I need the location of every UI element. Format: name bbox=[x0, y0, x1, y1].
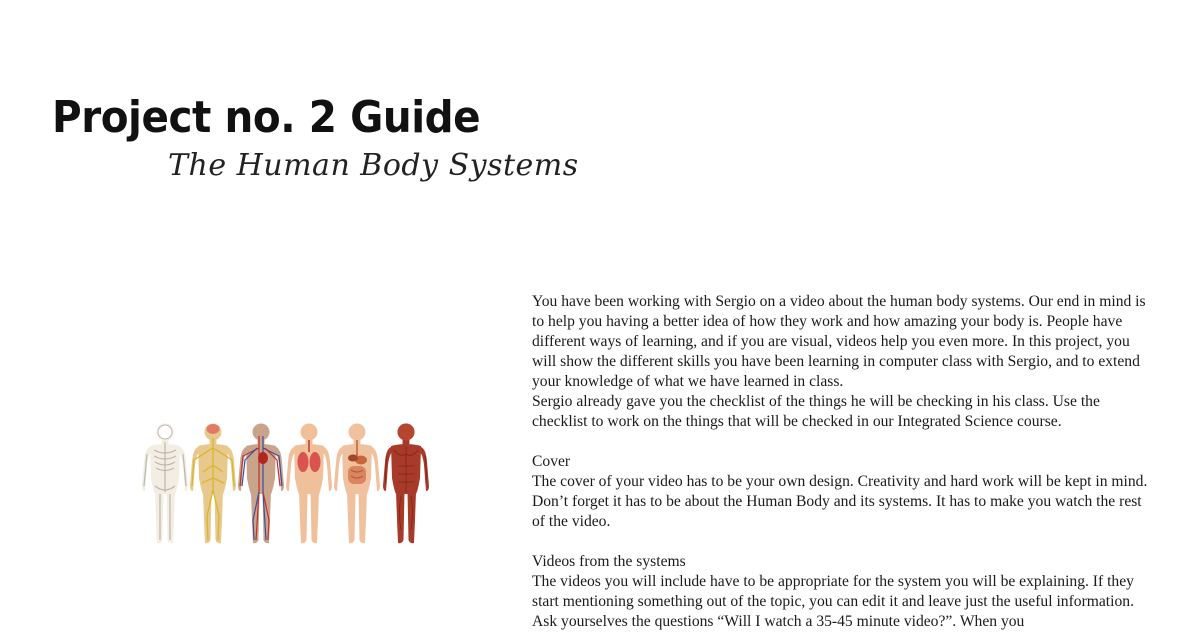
respiratory-system-figure bbox=[286, 424, 332, 544]
skeletal-system-figure bbox=[142, 424, 188, 544]
guide-text-column bbox=[532, 292, 1152, 632]
cover-heading: Cover bbox=[532, 453, 571, 470]
circulatory-system-figure bbox=[238, 424, 284, 544]
muscular-system-figure bbox=[383, 424, 429, 544]
page-title: Project no. 2 Guide bbox=[52, 92, 481, 143]
cover-paragraph: The cover of your video has to be your own design. Creativity and hard work will be kept in mind. Don’t forget it has to be about the Human Body and its systems. It has to make you watch the rest of the video. bbox=[532, 473, 1148, 530]
checklist-paragraph: Sergio already gave you the checklist of the things he will be checking in his class. Use the checklist to work on the things that will be checked in our Integrated Science course. bbox=[532, 393, 1100, 430]
digestive-system-figure bbox=[334, 424, 380, 544]
paragraph-gap bbox=[532, 432, 1152, 452]
intro-paragraph: You have been working with Sergio on a video about the human body systems. Our end in mind is to help you having a better idea of how they work and how amazing your body is. People have different ways of learning, and if you are visual, videos help you even more. In this project, you will show the different skills you have been learning in computer class with Sergio, and to extend your knowledge of what we have learned in class. bbox=[532, 293, 1146, 390]
videos-heading: Videos from the systems bbox=[532, 553, 686, 570]
human-body-systems-illustration bbox=[138, 418, 438, 548]
paragraph-gap bbox=[532, 532, 1152, 552]
page-subtitle: The Human Body Systems bbox=[168, 148, 579, 183]
nervous-system-figure bbox=[190, 424, 236, 544]
videos-paragraph: The videos you will include have to be appropriate for the system you will be explaining. If they start mentioning something out of the topic, you can edit it and leave just the useful information. Ask yourselves the questions “Will I watch a 35-45 minute video?”. When you bbox=[532, 573, 1134, 630]
